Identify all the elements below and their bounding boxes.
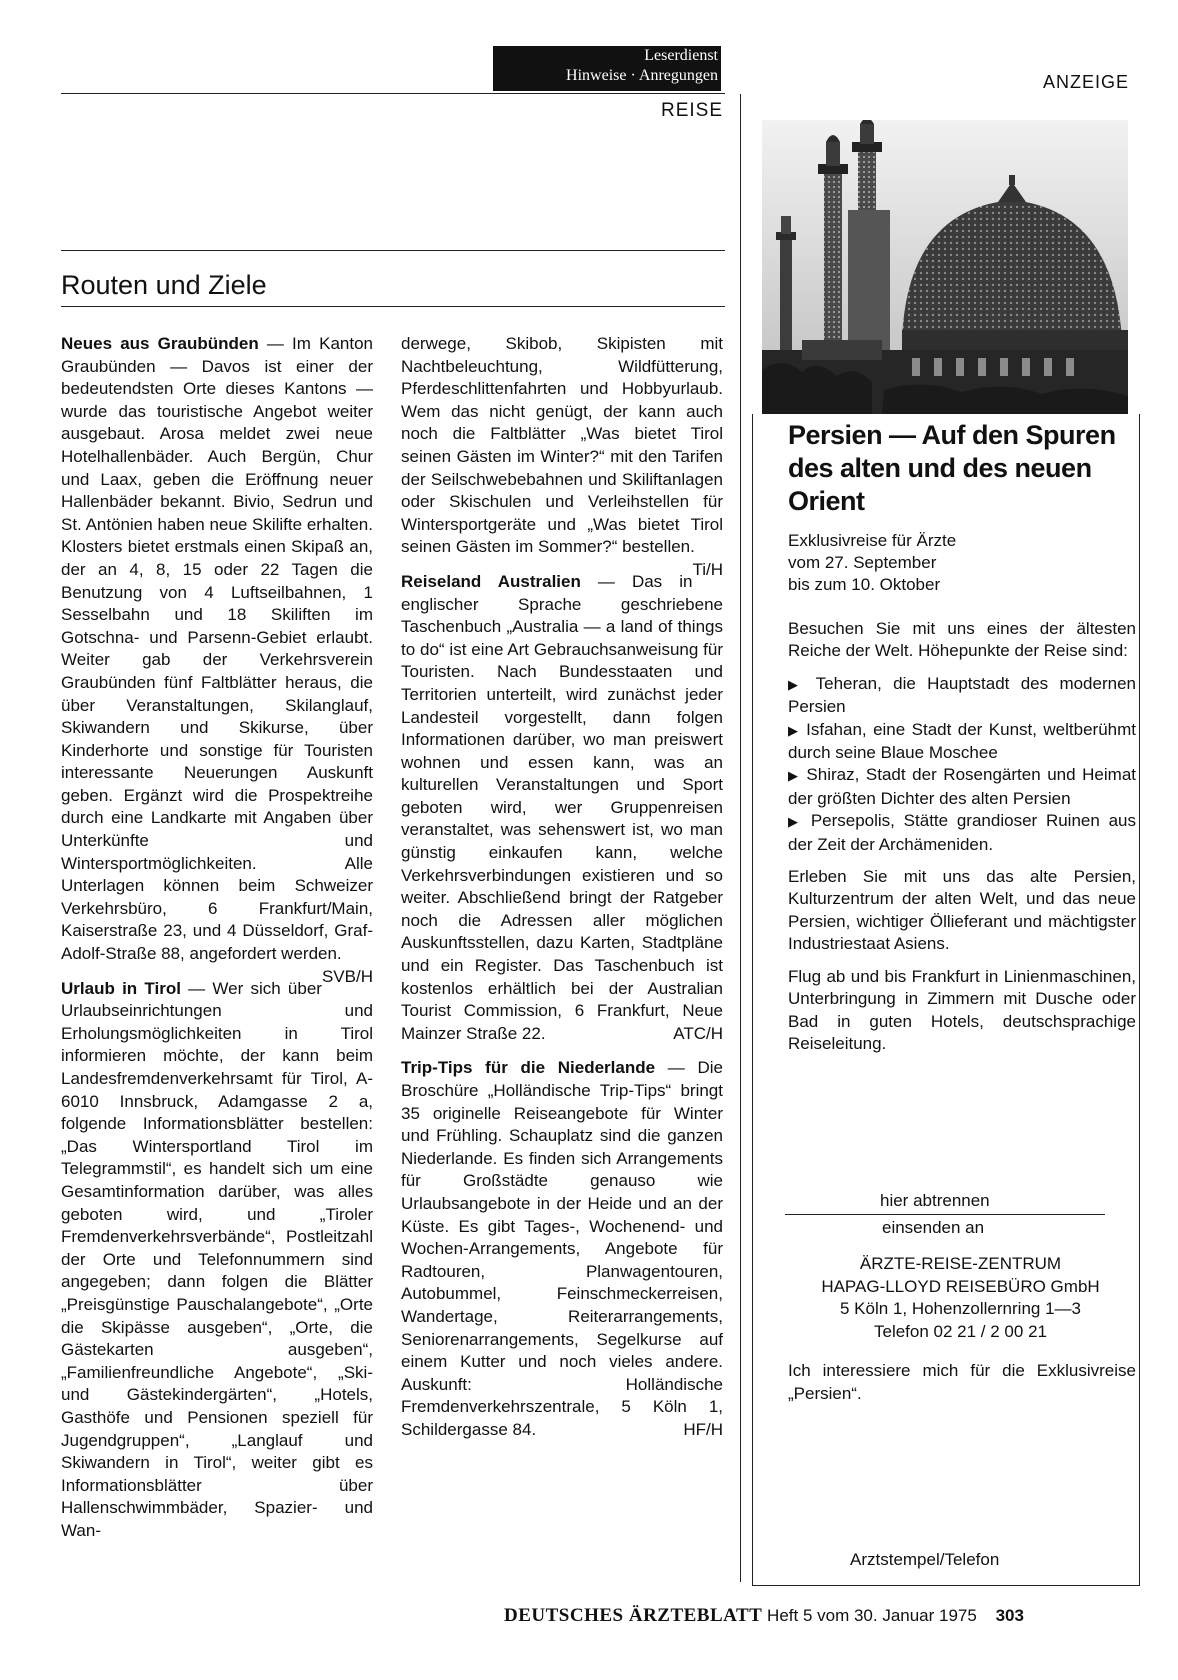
stamp-label: Arztstempel/Telefon — [850, 1550, 1000, 1569]
page-number: 303 — [995, 1606, 1024, 1625]
paragraph-heading: Neues aus Graubünden — [61, 334, 259, 353]
paragraph-text: — Das in englischer Sprache geschriebene Taschenbuch „Australia — a land of things to do“ ist eine Art Gebrauchsanweisung für Touristen. Nach Bundesstaaten und Territorien unterteilt, wird zunächst jeder Landesteil vorgestellt, dann folgen Informationen darüber, wo man preiswert wohnen und essen kann, was an kulturellen Veranstaltungen und Sport geboten wird, wer Gruppenreisen veranstaltet, was sehenswert ist, wo man günstig einkaufen kann, welche Verkehrsverbindungen existieren und so weiter. Abschließend bringt der Ratgeber noch die Adressen aller möglichen Auskunftsstellen, dazu Karten, Stadtpläne und ein Register. Das Taschenbuch ist kostenlos erhältlich bei der Australian Tourist Commission, 6 Frankfurt, Neue Mainzer Straße 22. — [401, 571, 723, 1043]
paragraph-niederlande — [401, 1057, 723, 1441]
anzeige-label: ANZEIGE — [1043, 72, 1130, 92]
paragraph-tirol-cont — [401, 333, 723, 579]
ad-body — [788, 618, 1136, 1065]
ad-intro: Besuchen Sie mit uns eines der ältesten Reiche der Welt. Höhepunkte der Reise sind: — [788, 619, 1136, 661]
ad-subtitle-line: Exklusivreise für Ärzte — [788, 531, 957, 550]
header-rule — [61, 93, 725, 94]
article-title: Routen und Ziele — [61, 270, 267, 300]
column-divider — [740, 94, 741, 1582]
ad-paragraph: Flug ab und bis Frankfurt in Linienmaschinen, Unterbringung in Zimmern mit Dusche oder Bad in guten Hotels, deutschsprachige Reiseleitung. — [788, 966, 1136, 1053]
paragraph-graubuenden — [61, 333, 373, 986]
address-line: 5 Köln 1, Hohenzollernring 1—3 — [840, 1299, 1081, 1318]
leserdienst-label — [493, 46, 721, 91]
list-item — [788, 810, 1136, 856]
list-item-text: Persepolis, Stätte grandioser Ruinen aus der Zeit der Archämeniden. — [788, 811, 1136, 854]
paragraph-heading: Urlaub in Tirol — [61, 978, 181, 998]
interest-text: Ich interessiere mich für die Exklusivreise „Persien“. — [788, 1361, 1136, 1403]
author-sig: SVB/H — [321, 966, 373, 986]
triangle-bullet-icon: ▶ — [788, 722, 800, 738]
paragraph-australien — [401, 571, 723, 1045]
paragraph-text: — Im Kanton Graubünden — Davos ist einer der bedeutendsten Orte dieses Kantons — wurde das touristische Angebot weiter ausgebaut. Arosa meldet zwei neue Hotelhallenbäder. Auch Bergün, Chur und Laax, geben die Eröffnung neuer Hallenbäder bekannt. Bivio, Sedrun und St. Antönien haben neue Skilifte erhalten. Klosters bietet erstmals einen Skipaß an, der an 4, 8, 15 oder 22 Tagen die Benutzung von 4 Luftseilbahnen, 1 Sesselbahn und 18 Skiliften im Gotschna- und Parsenn-Gebiet erlaubt. Weiter gab der Verkehrsverein Graubünden fünf Faltblätter heraus, die über Veranstaltungen, Skilanglauf, Skiwandern und Skikurse, über Kinderhorte und sonstige für Touristen interessante Neuerungen Auskunft geben. Ergänzt wird die Prospektreihe durch eine Landkarte mit Angaben über Unterkünfte und Wintersportmöglichkeiten. Alle Unterlagen können beim Schweizer Verkehrsbüro, 6 Frankfurt/Main, Kaiserstraße 23, und 4 Düsseldorf, Graf-Adolf-Straße 88, angefordert werden. — [61, 334, 373, 964]
paragraph-text: — Wer sich über Urlaubseinrichtungen und Erholungsmöglichkeiten in Tirol informieren möchte, der kann beim Landesfremdenverkehrsamt für Tirol, A-6010 Innsbruck, Adamgasse 2 a, folgende Informationsblätter bestellen: „Das Wintersportland Tirol im Telegrammstil“, es handelt sich um eine Gesamtinformation darüber, was alles geboten wird, und „Tiroler Fremdenverkehrsverbände“, Postleitzahl der Orte und Telefonnummern sind angegeben; dann folgen die Blätter „Preisgünstige Pauschalangebote“, „Orte die Skipässe ausgeben“, „Orte, die Gästekarten ausgeben“, „Familienfreundliche Angebote“, „Ski- und Gästekindergärten“, „Hotels, Gasthöfe und Pensionen speziell für Jugendgruppen“, „Langlauf und Skiwandern in Tirol“, weiter gibt es Informationsblätter über Hallenschwimmbäder, Spazier- und Wan- — [61, 978, 373, 1540]
title-rule-bottom — [61, 306, 725, 307]
paragraph-text: derwege, Skibob, Skipisten mit Nachtbeleuchtung, Wildfütterung, Pferdeschlittenfahrten und Hobbyurlaub. Wem das nicht genügt, der kann auch noch die Faltblätter „Was bietet Tirol seinen Gästen im Winter?“ mit den Tarifen der Seilschwebebahnen und Skiliftanlagen oder Skischulen und Verleihstellen für Wintersportgeräte und „Was bietet Tirol seinen Gästen im Sommer?“ bestellen. — [401, 334, 723, 557]
article-column-2 — [401, 333, 723, 1454]
masthead: DEUTSCHES ÄRZTEBLATT — [504, 1605, 763, 1626]
section-label: REISE — [660, 100, 723, 121]
leserdienst-line1: Leserdienst — [644, 47, 718, 64]
address-line: Telefon 02 21 / 2 00 21 — [874, 1321, 1047, 1341]
cut-line — [785, 1214, 1105, 1215]
list-item — [788, 719, 1136, 765]
issue-info: Heft 5 vom 30. Januar 1975 — [767, 1606, 977, 1625]
list-item — [788, 673, 1136, 719]
author-sig: Ti/H — [692, 559, 723, 579]
author-sig: HF/H — [683, 1419, 723, 1439]
mosque-photo — [762, 120, 1128, 414]
list-item-text: Teheran, die Hauptstadt des modernen Persien — [788, 673, 1136, 717]
send-to-label: einsenden an — [882, 1218, 985, 1237]
triangle-bullet-icon: ▶ — [788, 814, 803, 830]
ad-highlights — [788, 673, 1136, 856]
ad-subtitle-line: bis zum 10. Oktober — [788, 575, 941, 594]
article-column-1 — [61, 333, 373, 1554]
triangle-bullet-icon: ▶ — [788, 676, 805, 692]
page-footer — [504, 1605, 1024, 1627]
address-line: HAPAG-LLOYD REISEBÜRO GmbH — [821, 1276, 1100, 1296]
leserdienst-line2: Hinweise · Anregungen — [566, 67, 718, 84]
paragraph-heading: Reiseland Australien — [401, 571, 581, 591]
ad-subtitle-line: vom 27. September — [788, 553, 937, 572]
address-block — [788, 1253, 1133, 1343]
cut-label: hier abtrennen — [880, 1191, 990, 1210]
author-sig: ATC/H — [673, 1023, 723, 1043]
paragraph-tirol — [61, 978, 373, 1543]
ad-title: Persien — Auf den Spuren des alten und des neuen Orient — [788, 420, 1116, 516]
triangle-bullet-icon: ▶ — [788, 768, 800, 784]
ad-subtitle — [788, 530, 1108, 596]
ad-paragraph: Erleben Sie mit uns das alte Persien, Kulturzentrum der alten Welt, und das neue Persien, wichtiger Öllieferant und mächtigster Industriestaat Asiens. — [788, 867, 1136, 954]
paragraph-heading: Trip-Tips für die Niederlande — [401, 1058, 656, 1078]
list-item — [788, 764, 1136, 810]
title-rule-top — [61, 250, 725, 251]
list-item-text: Isfahan, eine Stadt der Kunst, weltberühmt durch seine Blaue Moschee — [788, 719, 1136, 763]
paragraph-text: — Die Broschüre „Holländische Trip-Tips“ bringt 35 originelle Reiseangebote für Winter und Frühling. Schauplatz sind die ganzen Niederlande. Es finden sich Arrangements für Großstädte genauso wie Urlaubsangebote in der Heide und an der Küste. Es gibt Tages-, Wochenend- und Wochen-Arrangements, Angebote für Radtouren, Planwagentouren, Autobummel, Feinschmeckerreisen, Wandertage, Reiterarrangements, Seniorenarrangements, Segelkurse auf einem Kutter und noch vieles andere. Auskunft: Holländische Fremdenverkehrszentrale, 5 Köln 1, Schildergasse 84. — [401, 1058, 723, 1439]
list-item-text: Shiraz, Stadt der Rosengärten und Heimat der größten Dichter des alten Persien — [788, 765, 1136, 808]
address-line: ÄRZTE-REISE-ZENTRUM — [859, 1254, 1062, 1273]
